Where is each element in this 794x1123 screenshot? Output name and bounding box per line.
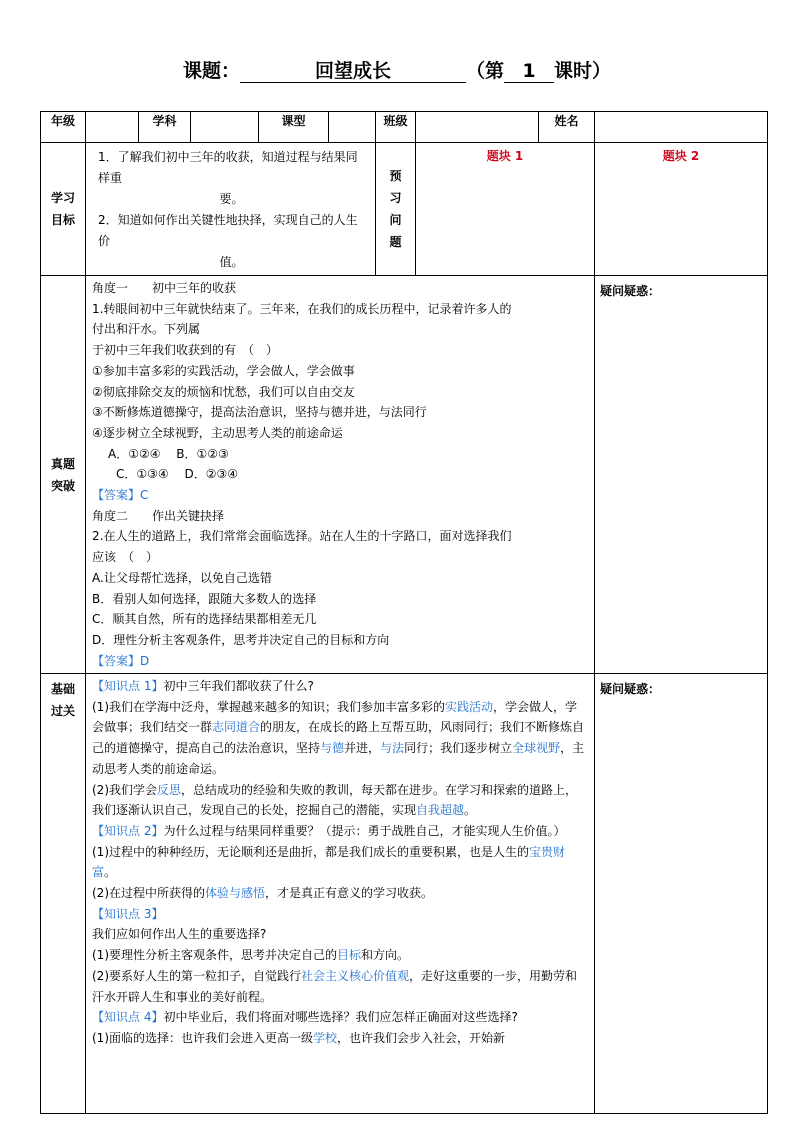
knowledge-points-content — [86, 674, 595, 1114]
keyword: 全球视野 — [512, 741, 561, 756]
doubts-label: 疑问疑惑： — [595, 674, 768, 1114]
kp-tag: 【知识点 1】 — [92, 679, 164, 693]
text-run: (1)过程中的种种经历，无论顺利还是曲折，都是我们成长的重要积累，也是人生的 — [92, 844, 530, 859]
basics-row — [41, 674, 768, 1114]
answer-options: A．①②④ B．①②③ — [108, 446, 229, 461]
name-label: 姓名 — [539, 112, 595, 143]
statement-item: ①参加丰富多彩的实践活动，学会做人，学会做事 — [92, 363, 355, 378]
statement-item: ③不断修炼道德操守，提高法治意识，坚持与德并进，与法同行 — [92, 405, 427, 420]
keyword: 实践活动 — [445, 699, 494, 714]
question-stem: 2.在人生的道路上，我们常常会面临选择。站在人生的十字路口，面对选择我们 — [92, 529, 512, 544]
class-label: 班级 — [376, 112, 416, 143]
text-run: (1)面临的选择：也许我们会进入更高一级 — [92, 1030, 313, 1045]
doubts-label: 疑问疑惑： — [595, 276, 768, 674]
basics-label: 基础过关 — [41, 674, 86, 1114]
goal-line: 2．知道如何作出关键性地抉择，实现自己的人生价 — [98, 213, 358, 248]
text-run: 。 — [104, 865, 117, 880]
text-run: ，走好这重要的一步，用勤劳和汗水开辟人生和事业的美好前程。 — [92, 968, 578, 1004]
text-run: 和方向。 — [361, 948, 410, 963]
text-run: (2)我们学会 — [92, 782, 157, 797]
title-label: 课题： — [182, 60, 240, 82]
lesson-type-label: 课型 — [259, 112, 329, 143]
text-run: ，学会做人，学会做事；我们结交一群 — [92, 699, 578, 735]
topic-block-1: 题块 1 — [416, 143, 595, 276]
knowledge-point-3 — [92, 904, 586, 925]
lesson-title — [0, 58, 794, 84]
kp-question: 为什么过程与结果同样重要？（提示：勇于战胜自己，才能实现人生价值。） — [163, 823, 566, 838]
statement-item: ④逐步树立全球视野，主动思考人类的前途命运 — [92, 425, 343, 440]
keyword: 与法 — [380, 741, 405, 756]
answer-options: C．①③④ D．②③④ — [116, 467, 238, 482]
goal-line: 值。 — [219, 255, 244, 269]
goal-line: 要。 — [219, 192, 244, 206]
keyword: 宝贵财富 — [92, 844, 566, 880]
worksheet-table — [40, 111, 768, 1114]
kp-paragraph — [92, 697, 586, 780]
kp-tag: 【知识点 4】 — [92, 1010, 164, 1025]
learning-goals-label: 学习目标 — [41, 143, 86, 276]
knowledge-point-1 — [92, 676, 586, 697]
text-run: (1)要理性分析主客观条件，思考并决定自己的 — [92, 948, 337, 963]
text-run: 。 — [464, 803, 477, 818]
lesson-number-field: 1 — [504, 60, 554, 83]
text-run: ，主动思考人类的前途命运。 — [92, 741, 585, 776]
section-heading: 角度一 初中三年的收获 — [92, 281, 237, 295]
kp-paragraph — [92, 842, 586, 883]
kp-question: 初中毕业后，我们将面对哪些选择？我们应怎样正确面对这些选择? — [163, 1010, 518, 1025]
kp-paragraph — [92, 966, 586, 1007]
header-row — [41, 112, 768, 143]
answer-key: 【答案】D — [92, 653, 150, 668]
goals-row — [41, 143, 768, 276]
choice-d: D．理性分析主客观条件，思考并决定自己的目标和方向 — [92, 632, 390, 647]
keyword: 社会主义核心价值观 — [301, 968, 410, 983]
topic-field: 回望成长 — [240, 60, 466, 83]
kp-paragraph — [92, 945, 586, 966]
knowledge-point-4 — [92, 1007, 586, 1028]
learning-goals-text — [86, 143, 376, 276]
kp-paragraph — [92, 883, 586, 904]
text-run: 同行；我们逐步树立 — [404, 741, 513, 756]
name-value-cell[interactable] — [595, 112, 768, 143]
exam-questions-content — [86, 276, 595, 674]
keyword: 反思 — [157, 782, 182, 797]
choice-a: A.让父母帮忙选择，以免自己选错 — [92, 570, 272, 585]
text-run: 并进， — [344, 741, 381, 756]
lesson-prefix: （第 — [465, 60, 504, 82]
keyword: 学校 — [313, 1030, 338, 1045]
kp-paragraph — [92, 1028, 586, 1049]
kp-tag: 【知识点 2】 — [92, 823, 164, 838]
kp-question: 我们应如何作出人生的重要选择? — [92, 927, 267, 942]
text-run: ，才是真正有意义的学习收获。 — [265, 886, 434, 901]
keyword: 体验与感悟 — [205, 886, 266, 901]
section-heading: 角度二 作出关键抉择 — [92, 508, 225, 523]
grade-value-cell[interactable] — [86, 112, 139, 143]
choice-b: B．看别人如何选择，跟随大多数人的选择 — [92, 591, 317, 606]
text-run: ，也许我们会步入社会，开始新 — [337, 1030, 506, 1045]
class-value-cell[interactable] — [416, 112, 539, 143]
question-stem: 应该 （ ） — [92, 550, 159, 565]
kp-paragraph — [92, 780, 586, 821]
keyword: 自我超越 — [416, 803, 465, 818]
lesson-type-value-cell[interactable] — [329, 112, 376, 143]
answer-key: 【答案】C — [92, 488, 149, 503]
question-stem: 于初中三年我们收获到的有 （ ） — [92, 343, 279, 358]
topic-block-2: 题块 2 — [595, 143, 768, 276]
keyword: 目标 — [337, 948, 362, 963]
kp-tag: 【知识点 3】 — [92, 906, 164, 921]
text-run: 的朋友，在成长的路上互帮互助，风雨同行；我们不断修炼自己的道德操守，提高自己的法治意识，坚持 — [92, 720, 585, 756]
grade-label: 年级 — [41, 112, 86, 143]
goal-line: 1．了解我们初中三年的收获，知道过程与结果同样重 — [98, 150, 358, 185]
keyword: 与德 — [320, 741, 345, 756]
preview-questions-label: 预习问题 — [376, 143, 416, 276]
text-run: (2)要系好人生的第一粒扣子，自觉践行 — [92, 968, 301, 983]
kp-question: 初中三年我们都收获了什么? — [163, 679, 314, 693]
lesson-suffix: 课时） — [554, 60, 612, 82]
keyword: 志同道合 — [212, 720, 261, 735]
knowledge-point-2 — [92, 821, 586, 842]
exam-breakthrough-label: 真题突破 — [41, 276, 86, 674]
text-run: (2)在过程中所获得的 — [92, 886, 205, 901]
subject-value-cell[interactable] — [191, 112, 259, 143]
question-stem: 付出和汗水。下列属 — [92, 322, 201, 337]
statement-item: ②彻底排除交友的烦恼和忧愁，我们可以自由交友 — [92, 384, 355, 399]
subject-label: 学科 — [139, 112, 191, 143]
text-run: ，总结成功的经验和失败的教训，每天都在进步。在学习和探索的道路上，我们逐渐认识自己，发现自己的长处，挖掘自己的潜能，实现 — [92, 782, 578, 818]
question-stem: 1.转眼间初中三年就快结束了。三年来，在我们的成长历程中，记录着许多人的 — [92, 301, 512, 316]
text-run: (1)我们在学海中泛舟，掌握越来越多的知识；我们参加丰富多彩的 — [92, 699, 446, 714]
exam-questions-row — [41, 276, 768, 674]
choice-c: C．顺其自然，所有的选择结果都相差无几 — [92, 612, 317, 627]
